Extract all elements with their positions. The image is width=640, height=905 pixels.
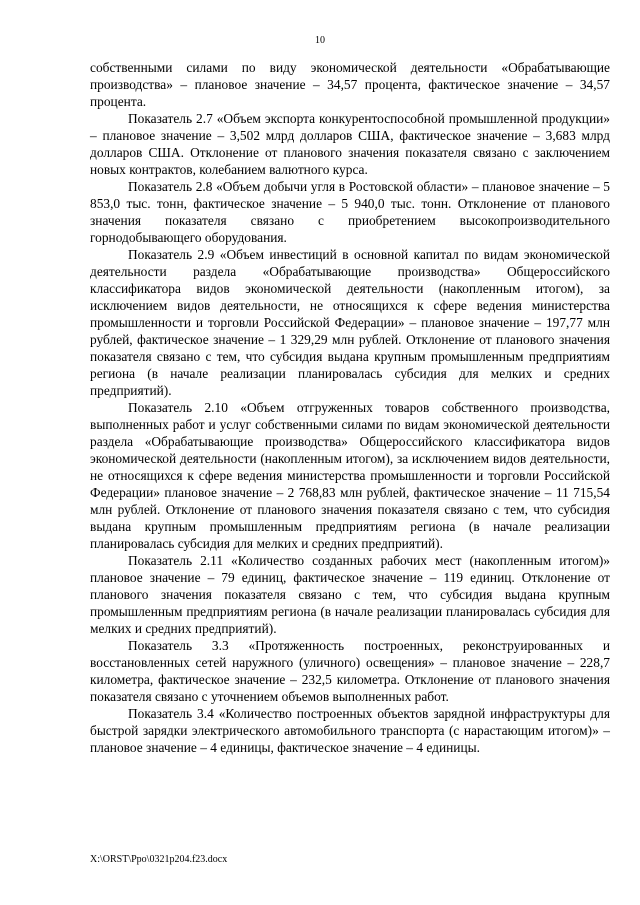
page-number: 10: [315, 35, 325, 46]
paragraph-indicator-2-11: Показатель 2.11 «Количество созданных рабочих мест (накопленным итогом)» плановое значение – 79 единиц, фактическое значение – 119 единиц. Отклонение от планового значения показателя связано с тем, что субсидия выдана крупным промышленным предприятиям региона (в начале реализации планировалась субсидия для мелких и средних предприятий).: [90, 553, 610, 636]
paragraph-indicator-3-3: Показатель 3.3 «Протяженность построенных, реконструированных и восстановленных сетей наружного (уличного) освещения» – плановое значение – 228,7 километра, фактическое значение – 232,5 километра. Отклонение от планового значения показателя связано с уточнением объемов выполненных работ.: [90, 638, 610, 704]
document-body: [90, 59, 610, 756]
paragraph-indicator-3-4: Показатель 3.4 «Количество построенных объектов зарядной инфраструктуры для быстрой зарядки электрического автомобильного транспорта (с нарастающим итогом)» – плановое значение – 4 единицы, фактическое значение – 4 единицы.: [90, 706, 610, 755]
paragraph-indicator-2-8: Показатель 2.8 «Объем добычи угля в Ростовской области» – плановое значение – 5 853,0 тыс. тонн, фактическое значение – 5 940,0 тыс. тонн. Отклонение от планового значения показателя связано с приобретением высокопроизводительного горнодобывающего оборудования.: [90, 179, 610, 245]
paragraph-indicator-2-9: Показатель 2.9 «Объем инвестиций в основной капитал по видам экономической деятельности раздела «Обрабатывающие производства» Общероссийского классификатора видов экономической деятельности (накопленным итогом), за исключением видов деятельности, не относящихся к сфере ведения министерства промышленности и торговли Российской Федерации» – плановое значение – 197,77 млн рублей, фактическое значение – 1 329,29 млн рублей. Отклонение от планового значения показателя связано с тем, что субсидия выдана крупным промышленным предприятиям региона (в начале реализации планировалась субсидия для мелких и средних предприятий).: [90, 247, 610, 398]
footer-file-path: X:\ORST\Ppo\0321p204.f23.docx: [90, 854, 228, 865]
paragraph-indicator-2-10: Показатель 2.10 «Объем отгруженных товаров собственного производства, выполненных работ и услуг собственными силами по видам экономической деятельности раздела «Обрабатывающие производства» Общероссийского классификатора видов экономической деятельности (накопленным итогом), за исключением видов деятельности, не относящихся к сфере ведения министерства промышленности и торговли Российской Федерации» плановое значение – 2 768,83 млн рублей, фактическое значение – 11 715,54 млн рублей. Отклонение от планового значения показателя связано с тем, что субсидия выдана крупным промышленным предприятиям региона (в начале реализации планировалась субсидия для мелких и средних предприятий).: [90, 400, 610, 551]
paragraph-continuation: собственными силами по виду экономической деятельности «Обрабатывающие производства» – плановое значение – 34,57 процента, фактическое значение – 34,57 процента.: [90, 60, 610, 109]
paragraph-indicator-2-7: Показатель 2.7 «Объем экспорта конкурентоспособной промышленной продукции» – плановое значение – 3,502 млрд долларов США, фактическое значение – 3,683 млрд долларов США. Отклонение от планового значения показателя связано с заключением новых контрактов, колебанием валютного курса.: [90, 111, 610, 177]
